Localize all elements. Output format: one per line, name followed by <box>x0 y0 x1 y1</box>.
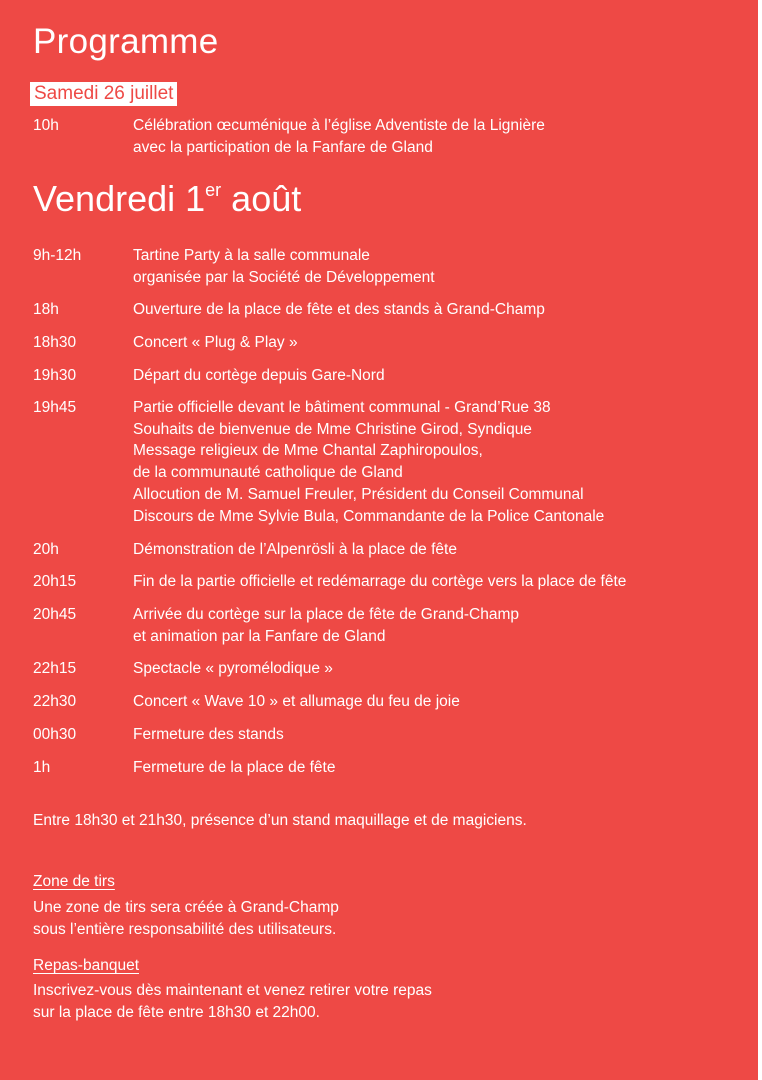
description-line: Souhaits de bienvenue de Mme Christine Girod, Syndique <box>133 420 532 438</box>
program-note: Entre 18h30 et 21h30, présence d’un stand maquillage et de magiciens. <box>33 812 527 829</box>
schedule-description <box>133 115 733 158</box>
schedule-description <box>133 539 733 561</box>
repas-line: sur la place de fête entre 18h30 et 22h00. <box>33 1004 320 1021</box>
schedule-description <box>133 724 733 746</box>
schedule-time: 18h30 <box>33 334 77 351</box>
description-line: Tartine Party à la salle communale <box>133 247 370 264</box>
schedule-description <box>133 332 733 354</box>
schedule-time: 9h-12h <box>33 247 82 264</box>
description-line: Célébration œcuménique à l’église Adventiste de la Lignière <box>133 117 545 134</box>
zone-tirs-line: Une zone de tirs sera créée à Grand-Champ <box>33 899 339 916</box>
description-line: Spectacle « pyromélodique » <box>133 660 333 677</box>
description-line: Départ du cortège depuis Gare-Nord <box>133 367 385 384</box>
schedule-description <box>133 397 733 527</box>
zone-tirs-title: Zone de tirs <box>33 873 115 890</box>
repas-body <box>33 980 432 1024</box>
description-line: Fermeture de la place de fête <box>133 759 336 776</box>
repas-title: Repas-banquet <box>33 957 139 974</box>
schedule-time: 00h30 <box>33 726 77 743</box>
schedule-time: 20h <box>33 541 59 558</box>
schedule-time: 20h15 <box>33 573 77 590</box>
description-line: Discours de Mme Sylvie Bula, Commandante de la Police Cantonale <box>133 507 605 525</box>
schedule-time: 18h <box>33 301 59 318</box>
schedule-description <box>133 658 733 680</box>
description-line: Concert « Wave 10 » et allumage du feu de joie <box>133 693 460 710</box>
description-line: Partie officielle devant le bâtiment communal - Grand’Rue 38 <box>133 399 551 416</box>
zone-tirs-line: sous l’entière responsabilité des utilisateurs. <box>33 921 337 938</box>
friday-heading-month: août <box>221 178 302 219</box>
schedule-time: 10h <box>33 117 59 134</box>
schedule-description <box>133 757 733 779</box>
schedule-time: 20h45 <box>33 606 77 623</box>
friday-heading <box>33 178 301 220</box>
schedule-description <box>133 299 733 321</box>
schedule-time: 19h30 <box>33 367 77 384</box>
repas-line: Inscrivez-vous dès maintenant et venez retirer votre repas <box>33 982 432 999</box>
schedule-description <box>133 571 733 593</box>
friday-heading-superscript: er <box>205 180 222 200</box>
saturday-heading: Samedi 26 juillet <box>30 82 177 106</box>
schedule-time: 22h15 <box>33 660 77 677</box>
description-line: et animation par la Fanfare de Gland <box>133 627 386 645</box>
schedule-time: 22h30 <box>33 693 77 710</box>
schedule-time: 19h45 <box>33 399 77 416</box>
description-line: organisée par la Société de Développement <box>133 268 435 286</box>
page-edge-stripe <box>758 0 762 1080</box>
description-line: Fin de la partie officielle et redémarrage du cortège vers la place de fête <box>133 573 627 590</box>
description-line: Fermeture des stands <box>133 726 284 743</box>
zone-tirs-body <box>33 897 339 941</box>
description-line: Allocution de M. Samuel Freuler, Président du Conseil Communal <box>133 485 584 503</box>
schedule-description <box>133 691 733 713</box>
description-line: de la communauté catholique de Gland <box>133 464 403 482</box>
schedule-description <box>133 245 733 288</box>
description-line: Concert « Plug & Play » <box>133 334 298 351</box>
schedule-time: 1h <box>33 759 51 776</box>
schedule-description <box>133 604 733 647</box>
description-line: Ouverture de la place de fête et des stands à Grand-Champ <box>133 301 545 318</box>
friday-heading-text: Vendredi 1 <box>33 178 206 219</box>
description-line: Démonstration de l’Alpenrösli à la place de fête <box>133 541 457 558</box>
schedule-description <box>133 365 733 387</box>
description-line: Arrivée du cortège sur la place de fête de Grand-Champ <box>133 606 519 623</box>
page-title: Programme <box>33 22 219 61</box>
description-line: avec la participation de la Fanfare de Gland <box>133 138 433 156</box>
description-line: Message religieux de Mme Chantal Zaphiropoulos, <box>133 442 483 460</box>
